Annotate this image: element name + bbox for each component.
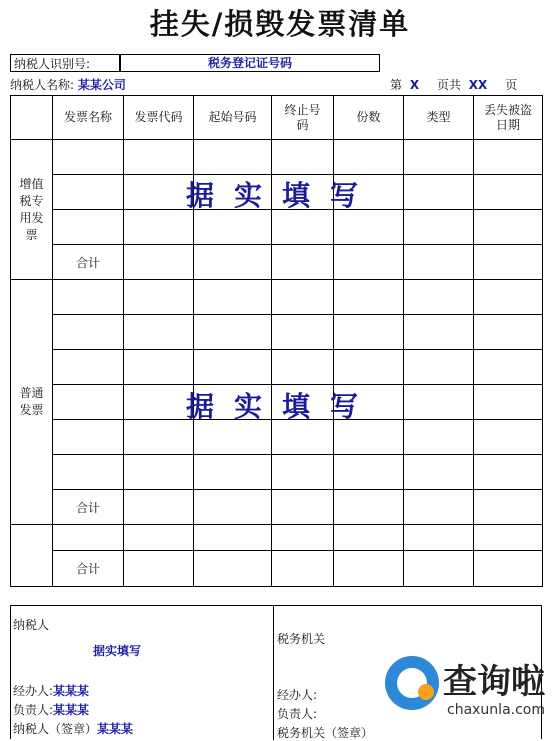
sign-value[interactable]: 某某某 bbox=[97, 722, 134, 736]
page-ye: 页 bbox=[505, 78, 518, 92]
taxpayer-id-label: 纳税人识别号: bbox=[10, 54, 120, 72]
table-row bbox=[11, 525, 543, 551]
header-cell: 发票代码 bbox=[124, 96, 194, 140]
subtotal-label: 合计 bbox=[53, 245, 124, 280]
table-row bbox=[11, 455, 543, 490]
header-cell: 发票名称 bbox=[53, 96, 124, 140]
table-header-row bbox=[11, 96, 543, 140]
sign-label: 纳税人（签章） bbox=[13, 722, 98, 736]
table-row bbox=[11, 280, 543, 315]
page-total: XX bbox=[468, 78, 488, 92]
table-row bbox=[11, 210, 543, 245]
watermark-logo bbox=[385, 654, 550, 734]
responsible-label: 负责人: bbox=[13, 703, 54, 717]
handler-row bbox=[13, 682, 89, 699]
taxpayer-label: 纳税人 bbox=[13, 618, 50, 632]
page-number: X bbox=[409, 78, 420, 92]
page-total-label: 页共 bbox=[436, 78, 461, 92]
fill-hint-vat: 据实填写 bbox=[186, 179, 379, 212]
table-row bbox=[11, 140, 543, 175]
header-cell: 丢失被盗 日期 bbox=[474, 96, 543, 140]
header-cell: 类型 bbox=[404, 96, 474, 140]
page-title: 挂失/损毁发票清单 bbox=[149, 7, 411, 41]
taxpayer-name-value[interactable]: 某某公司 bbox=[77, 78, 126, 92]
taxpayer-name-label: 纳税人名称: bbox=[10, 78, 75, 92]
tax-office-label: 税务机关 bbox=[277, 632, 326, 646]
header-cell: 份数 bbox=[334, 96, 404, 140]
logo-brand: 查询啦 bbox=[443, 662, 545, 702]
tax-responsible-label: 负责人: bbox=[277, 707, 318, 721]
logo-q-icon bbox=[385, 656, 439, 710]
page-info bbox=[390, 76, 521, 93]
page-di: 第 bbox=[390, 78, 403, 92]
taxpayer-id-field[interactable]: 税务登记证号码 bbox=[120, 54, 380, 72]
tax-handler-label: 经办人: bbox=[277, 688, 318, 702]
logo-url: chaxunla.com bbox=[447, 702, 545, 718]
header-cell: 起始号码 bbox=[194, 96, 272, 140]
section-other-label bbox=[11, 525, 53, 587]
taxpayer-fill-hint: 据实填写 bbox=[93, 644, 142, 658]
logo-dot-icon bbox=[418, 684, 434, 700]
section-vat-label: 增值 税专 用发 票 bbox=[11, 140, 53, 280]
invoice-table bbox=[10, 95, 543, 587]
responsible-row bbox=[13, 701, 89, 718]
responsible-value[interactable]: 某某某 bbox=[53, 703, 90, 717]
table-row bbox=[11, 551, 543, 587]
table-row bbox=[11, 315, 543, 350]
divider bbox=[273, 606, 274, 740]
table-row bbox=[11, 490, 543, 525]
table-row bbox=[11, 245, 543, 280]
table-row bbox=[11, 350, 543, 385]
taxpayer-name-row bbox=[10, 76, 126, 93]
fill-hint-normal: 据实填写 bbox=[186, 390, 379, 423]
header-cell bbox=[11, 96, 53, 140]
tax-sign-label: 税务机关（签章） bbox=[277, 726, 374, 740]
header-cell: 终止号 码 bbox=[272, 96, 334, 140]
handler-label: 经办人: bbox=[13, 684, 54, 698]
sign-row bbox=[13, 720, 133, 737]
subtotal-label: 合计 bbox=[53, 490, 124, 525]
handler-value[interactable]: 某某某 bbox=[53, 684, 90, 698]
section-normal-label: 普通 发票 bbox=[11, 280, 53, 525]
subtotal-label: 合计 bbox=[53, 551, 124, 587]
